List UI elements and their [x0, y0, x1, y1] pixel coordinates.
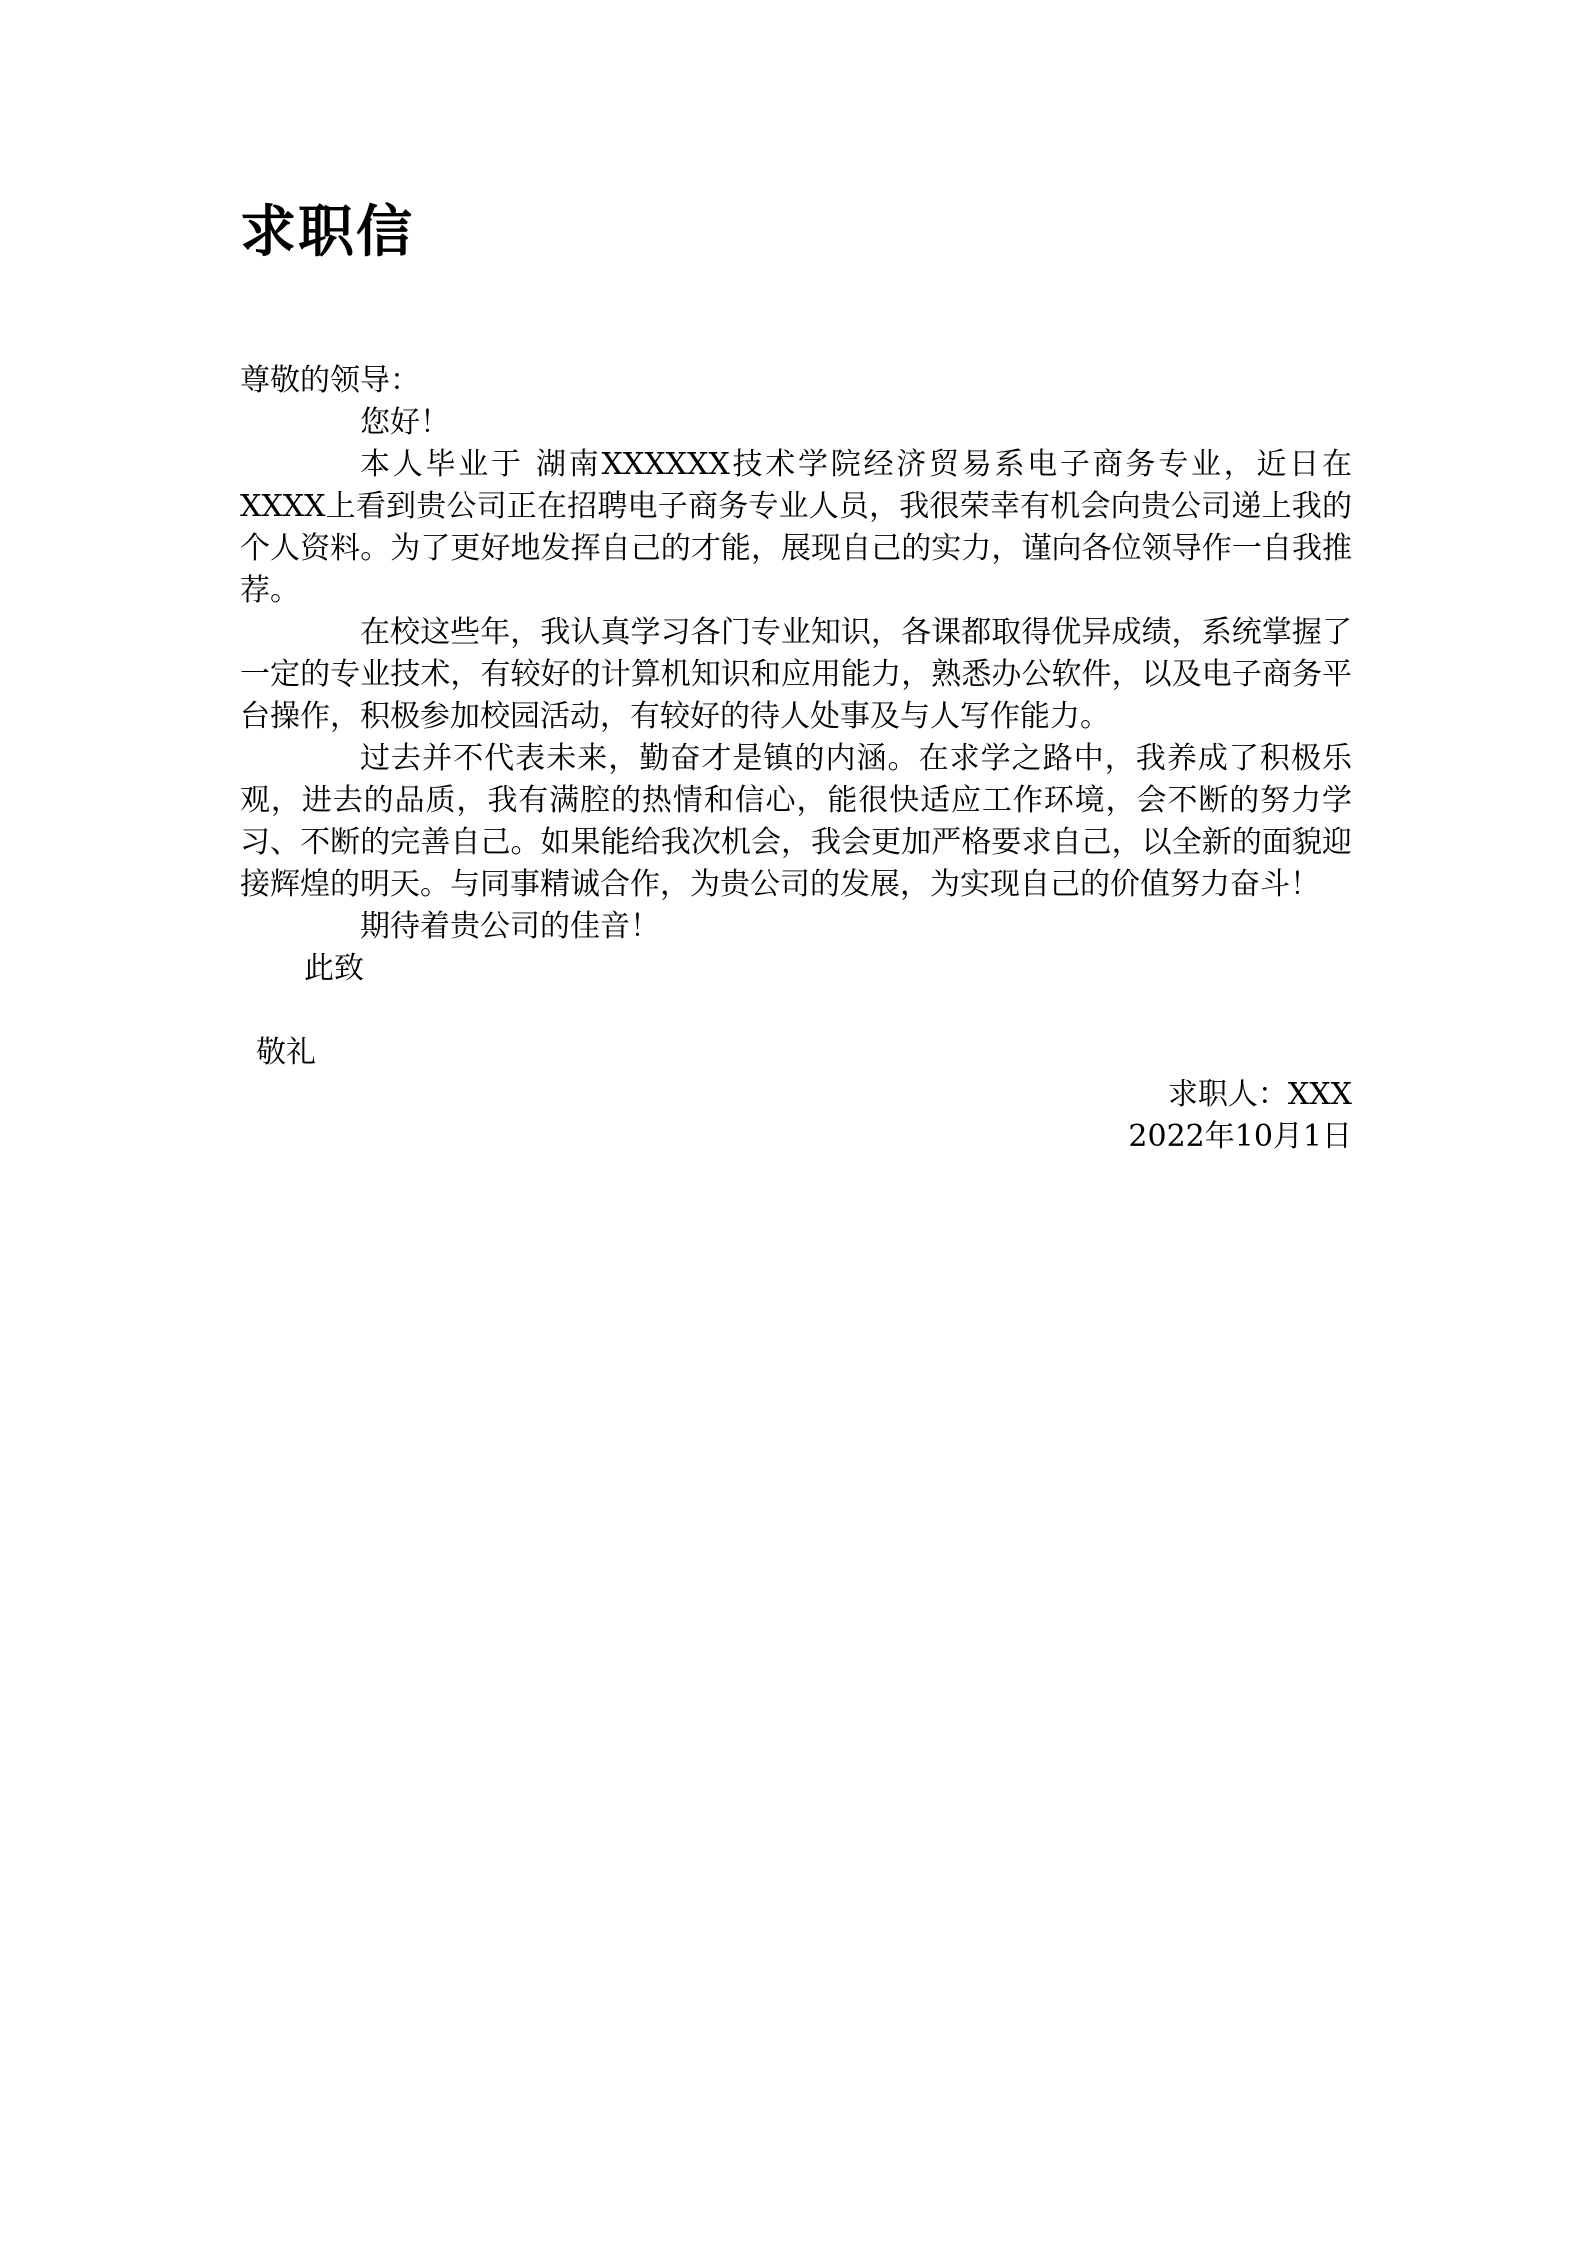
- letter-date: 2022年10月1日: [1128, 1119, 1352, 1154]
- greeting: 您好！: [360, 405, 450, 440]
- paragraph-4: 期待着贵公司的佳音！: [360, 909, 660, 944]
- paragraph-3: 过去并不代表未来，勤奋才是镇的内涵。在求学之路中，我养成了积极乐观，进去的品质，我有满腔的热情和信心，能很快适应工作环境，会不断的努力学习、不断的完善自己。如果能给我次机会，我会更加严格要求自己，以全新的面貌迎接辉煌的明天。与同事精诚合作，为贵公司的发展，为实现自己的价值努力奋斗！: [240, 741, 1352, 902]
- salutation: 尊敬的领导：: [240, 363, 420, 398]
- closing-jingli: 敬礼: [256, 1035, 316, 1070]
- paragraph-2: 在校这些年，我认真学习各门专业知识，各课都取得优异成绩，系统掌握了一定的专业技术，有较好的计算机知识和应用能力，熟悉办公软件，以及电子商务平台操作，积极参加校园活动，有较好的待人处事及与人写作能力。: [240, 615, 1352, 734]
- letter-title: 求职信: [240, 200, 414, 265]
- letter-body: [240, 360, 1352, 1158]
- closing-cizhi: 此致: [304, 951, 364, 986]
- paragraph-1: 本人毕业于 湖南XXXXXX技术学院经济贸易系电子商务专业，近日在XXXX上看到贵公司正在招聘电子商务专业人员，我很荣幸有机会向贵公司递上我的个人资料。为了更好地发挥自己的才能，展现自己的实力，谨向各位领导作一自我推荐。: [240, 447, 1352, 608]
- signer: 求职人：XXX: [1167, 1077, 1352, 1112]
